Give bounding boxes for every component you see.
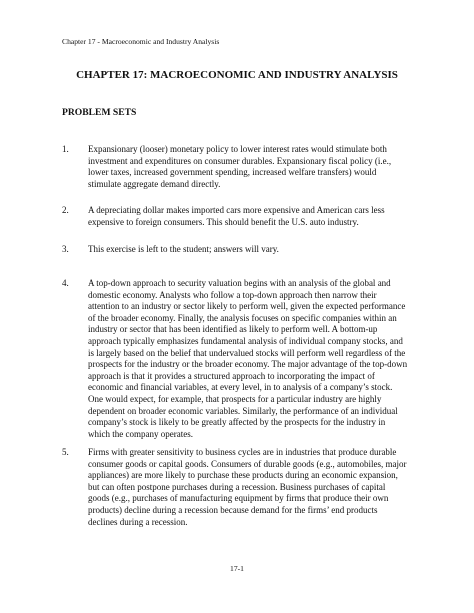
text-line: but can often postpone purchases during a recession. Business purchases of capital xyxy=(88,481,386,492)
text-line: One would expect, for example, that prospects for a particular industry are highly xyxy=(88,393,382,404)
problem-number: 4. xyxy=(62,278,69,288)
problem-number: 5. xyxy=(62,447,69,457)
text-line: stimulate aggregate demand directly. xyxy=(88,178,221,189)
text-line: of the broader economy. Finally, the analysis focuses on specific companies within an xyxy=(88,312,397,323)
problem-text xyxy=(88,244,434,256)
text-line: A depreciating dollar makes imported cars more expensive and American cars less xyxy=(88,205,385,215)
page-number: 17-1 xyxy=(230,564,244,573)
text-line: consumer goods or capital goods. Consumers of durable goods (e.g., automobiles, major xyxy=(88,458,407,469)
section-heading: PROBLEM SETS xyxy=(62,107,137,118)
text-line: economic and financial variables, at every level, in to analysis of a company’s stock. xyxy=(88,382,393,393)
text-line: domestic economy. Analysts who follow a top-down approach then narrow their xyxy=(88,289,377,300)
text-line: dependent on broader economic variables. Similarly, the performance of an individual xyxy=(88,405,398,416)
text-line: is largely based on the belief that undervalued stocks will perform well regardless of the xyxy=(88,347,406,358)
text-line: Expansionary (looser) monetary policy to lower interest rates would stimulate both xyxy=(88,144,387,154)
problem-number: 1. xyxy=(62,144,69,154)
text-line: declines during a recession. xyxy=(88,516,188,527)
problem-text xyxy=(88,447,434,528)
text-line: industry or sector that has been identified as likely to perform well. A bottom-up xyxy=(88,324,378,335)
problem-text xyxy=(88,144,434,190)
text-line: attention to an industry or sector likely to perform well, given the expected performance xyxy=(88,301,406,312)
problem-number: 2. xyxy=(62,205,69,215)
text-line: appliances) are more likely to purchase these products during an economic expansion, xyxy=(88,470,398,481)
text-line: A top-down approach to security valuation begins with an analysis of the global and xyxy=(88,278,391,288)
problem-text xyxy=(88,205,434,228)
chapter-title: CHAPTER 17: MACROECONOMIC AND INDUSTRY ANALYSIS xyxy=(76,69,398,81)
text-line: which the company operates. xyxy=(88,428,193,439)
text-line: products) decline during a recession because demand for the firms’ end products xyxy=(88,504,378,515)
problem-number: 3. xyxy=(62,244,69,254)
text-line: investment and expenditures on consumer durables. Expansionary fiscal policy (i.e., xyxy=(88,155,392,166)
text-line: expensive to foreign consumers. This should benefit the U.S. auto industry. xyxy=(88,216,359,227)
text-line: goods (e.g., purchases of manufacturing equipment by firms that produce their own xyxy=(88,493,389,504)
text-line: company’s stock is likely to be greatly affected by the prospects for the industry in xyxy=(88,417,386,428)
text-line: approach is that it provides a structured approach to incorporating the impact of xyxy=(88,370,375,381)
text-line: lower taxes, increased government spending, increased welfare transfers) would xyxy=(88,167,377,178)
text-line: approach typically emphasizes fundamental analysis of individual company stocks, and xyxy=(88,335,403,346)
running-header: Chapter 17 - Macroeconomic and Industry Analysis xyxy=(62,37,220,46)
problem-text xyxy=(88,278,434,440)
text-line: This exercise is left to the student; answers will vary. xyxy=(88,244,279,254)
text-line: prospects for the industry or the broader economy. The major advantage of the top-down xyxy=(88,359,408,370)
text-line: Firms with greater sensitivity to business cycles are in industries that produce durable xyxy=(88,447,397,457)
